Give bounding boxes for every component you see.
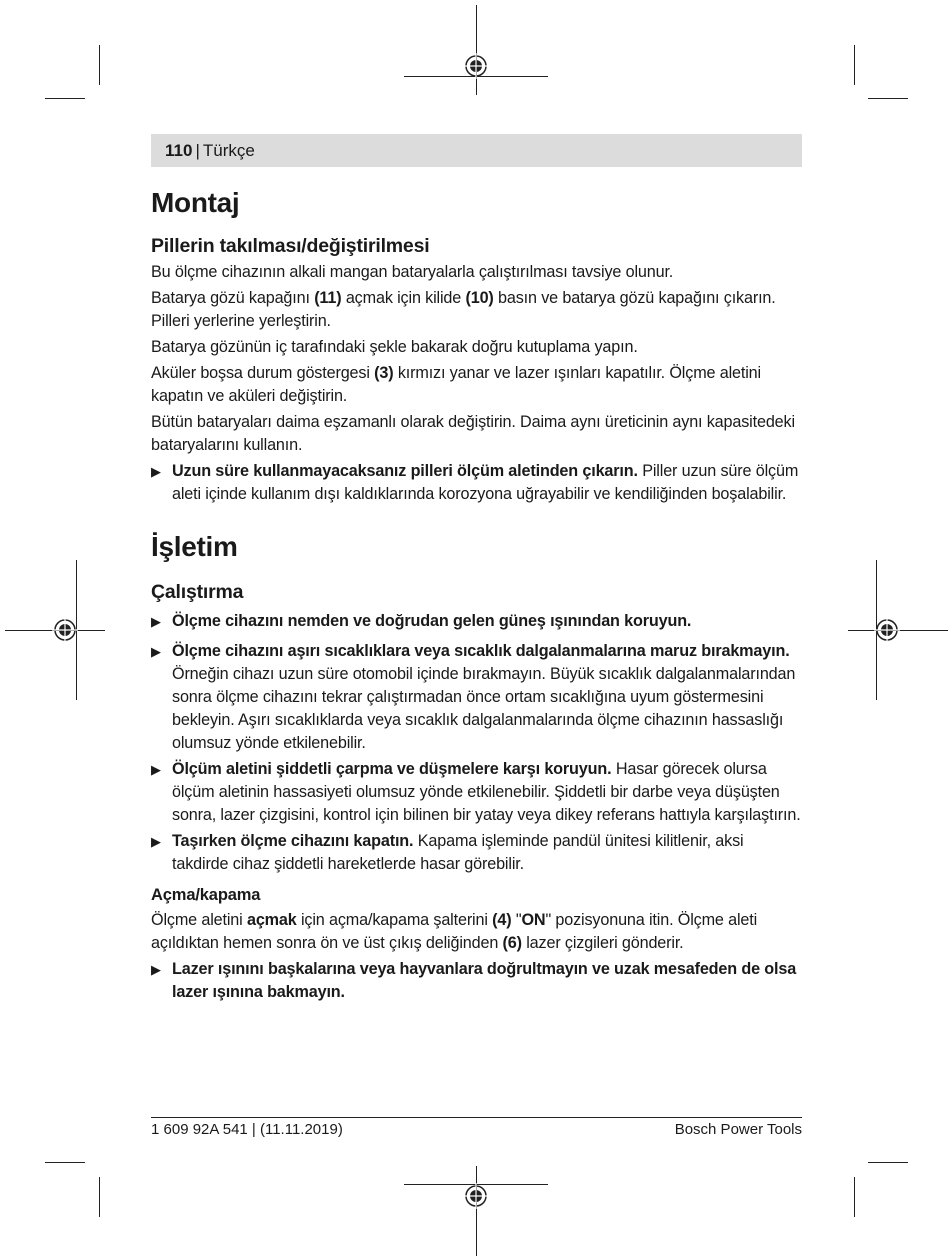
warning-bullet: ▶ Lazer ışınını başkalarına veya hayvanlara doğrultmayın ve uzak mesafeden de olsa lazer ışınına bakmayın. [151,960,797,1001]
page-content [151,180,803,1004]
registration-mark-icon [874,617,900,643]
paragraph: Aküler boşsa durum göstergesi (3) kırmızı yanar ve lazer ışınları kapatılır. Ölçme aletini kapatın ve aküleri değiştirin. [151,364,761,405]
crop-mark [854,1177,855,1217]
figure-ref: (6) [502,934,522,952]
subsection-title-batteries: Pillerin takılması/değiştirilmesi [151,235,430,257]
bullet-arrow-icon: ▶ [151,834,161,849]
warning-bullet: ▶ Taşırken ölçme cihazını kapatın. Kapama işleminde pandül ünitesi kilitlenir, aksi takdirde cihaz şiddetli hareketlerde hasar görebilir. [151,832,744,873]
registration-mark-icon [52,617,78,643]
footer-rule [151,1117,802,1118]
figure-ref: (11) [314,289,342,307]
bullet-arrow-icon: ▶ [151,614,161,629]
paragraph: Batarya gözünün iç tarafındaki şekle bakarak doğru kutuplama yapın. [151,338,638,356]
figure-ref: (3) [374,364,394,382]
crop-mark [476,5,477,95]
figure-ref: (10) [465,289,494,307]
subsection-title-startup: Çalıştırma [151,581,244,603]
footer-brand: Bosch Power Tools [674,1121,802,1138]
paragraph: Bu ölçme cihazının alkali mangan bataryalarla çalıştırılması tavsiye olunur. [151,263,674,281]
paragraph: Bütün bataryaları daima eşzamanlı olarak değiştirin. Daima aynı üreticinin aynı kapasitedeki bataryalarını kullanın. [151,413,795,454]
registration-mark-icon [463,1183,489,1209]
crop-mark [45,1162,85,1163]
crop-mark [868,98,908,99]
paragraph: Batarya gözü kapağını (11) açmak için kilide (10) basın ve batarya gözü kapağını çıkarın. Pilleri yerlerine yerleştirin. [151,289,776,330]
warning-bullet: ▶ Ölçme cihazını nemden ve doğrudan gelen güneş ışınından koruyun. [151,610,803,633]
section-title-isletim: İşletim [151,531,238,562]
bullet-arrow-icon: ▶ [151,962,161,977]
figure-ref: (4) [492,911,512,929]
bullet-arrow-icon: ▶ [151,644,161,659]
crop-mark [99,45,100,85]
header-language: Türkçe [202,141,255,160]
crop-mark [45,98,85,99]
registration-mark-icon [463,53,489,79]
warning-bullet: ▶ Ölçme cihazını aşırı sıcaklıklara veya sıcaklık dalgalanmalarına maruz bırakmayın. Örneğin cihazı uzun süre otomobil içinde bırakmayın. Büyük sıcaklık dalgalanmalarından sonra ölçme cihazını tekrar çalıştırmadan önce ortam sıcaklığına uyum göstermesini bekleyin. Aşırı sıcaklıklarda veya sıcaklık dalgalanmalarında ölçme cihazının hassaslığı olumsuz yönde etkilenebilir. [151,642,796,752]
header-separator: | [195,141,200,160]
bullet-arrow-icon: ▶ [151,762,161,777]
section-title-montaj: Montaj [151,187,240,218]
subsection-title-onoff: Açma/kapama [151,886,261,904]
crop-mark [868,1162,908,1163]
bullet-arrow-icon: ▶ [151,464,161,479]
footer-doc-id: 1 609 92A 541 | (11.11.2019) [151,1121,343,1138]
page-number: 110 [165,141,193,160]
page-header [165,141,255,161]
crop-mark [476,1166,477,1256]
warning-bullet: ▶ Uzun süre kullanmayacaksanız pilleri ölçüm aletinden çıkarın. Piller uzun süre ölçüm aleti içinde kullanım dışı kaldıklarında korozyona uğrayabilir ve kendiliğinden boşalabilir. [151,462,799,503]
crop-mark [99,1177,100,1217]
paragraph: Ölçme aletini açmak için açma/kapama şalterini (4) "ON" pozisyonuna itin. Ölçme aleti açıldıktan hemen sonra ön ve üst çıkış deliğinden (6) lazer çizgileri gönderir. [151,911,758,952]
warning-bullet: ▶ Ölçüm aletini şiddetli çarpma ve düşmelere karşı koruyun. Hasar görecek olursa ölçüm aletinin hassasiyeti olumsuz yönde etkilenebilir. Şiddetli bir darbe veya düşüşten sonra, lazer çizgisini, kontrol için bilinen bir yatay veya dikey referans hattıyla karşılaştırın. [151,760,801,824]
crop-mark [854,45,855,85]
